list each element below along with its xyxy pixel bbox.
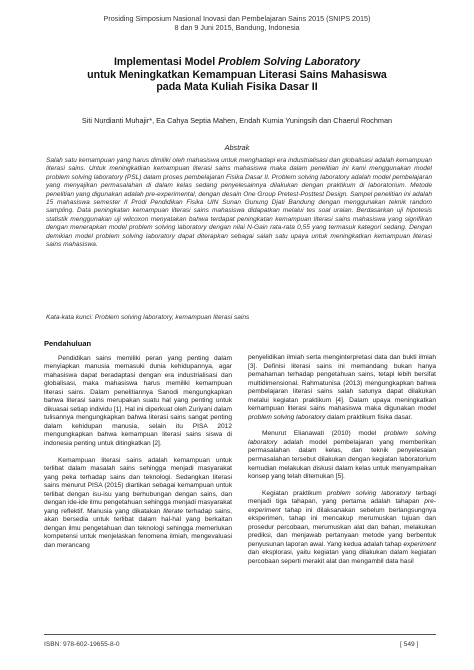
left-column (44, 340, 232, 559)
title-line3: pada Mata Kuliah Fisika Dasar II (156, 81, 318, 93)
conference-date-location: 8 dan 9 Juni 2015, Bandung, Indonesia (174, 23, 300, 32)
italic-term: problem solving laboratory (326, 489, 411, 497)
text-run: Menurut Elianawati (2010) model (262, 430, 384, 438)
abstract-body: Salah satu kemampuan yang harus dimiliki oleh mahasiswa untuk menghadapi era industrialisasi dan globalisasi adalah kemampuan literasi sains. Untuk meningkatkan kemampuan literasi sains mahasiswa maka dalam penelitian ini kami menggunakan model problem solving laboratory (PSL) dalam proses pembelajaran Fisika Dasar II. Problem solving laboratory adalah model pembelajaran yang menyajikan permasalahan di dalam kelas sedang penyelesainnya dilakukan dengan praktikum di laboratorium. Metode penelitian yang digunakan adalah pre-experimental, dengan desain One Group Pretest-Posttest Design. Sampel penelitian ini adalah 15 mahasiswa semester II Prodi Pendidikan Fisika UIN Sunan Gunung Djati Bandung dengan menggunakan teknik random sampling. Data peningkatan kemampuan literasi sains mahasiswa didapatkan melalui tes soal uraian. Berdasarkan uji hipotesis statistik menggunakan uji wilcoxon menyatakan bahwa terdapat peningkatan kemampuan literasi sains mahasiswa yang signifikan dengan menerapkan model problem solving laboratory dengan nilai N-Gain rata-rata 0,55 yang termasuk kategori sedang. Dengan demikian model problem solving laboratory dapat diterapkan sebagai salah satu upaya untuk meningkatkan kemampuan literasi sains mahasiswa. (46, 157, 432, 249)
text-run: dalam praktikum fisika dasar. (325, 413, 413, 421)
author-list: Siti Nurdianti Muhajir*, Ea Cahya Septia Mahen, Endah Kurnia Yuningsih dan Chaerul Rochman (81, 116, 393, 125)
paragraph (248, 430, 436, 481)
italic-term: problem solving laboratory (248, 430, 436, 446)
title-line2: untuk Meningkatkan Kemampuan Literasi Sains Mahasiswa (87, 68, 387, 81)
conference-name: Prosiding Simposium Nasional Inovasi dan Pembelajaran Sains 2015 (SNIPS 2015) (103, 14, 371, 23)
text-run: adalah model pembelajaran yang memberikan permasalahan dalam kelas, dan teknik penyelesaian permasalahan tersebut dilakukan dengan kegiatan laboratorium kemudian melakukan diskusi dalam kelas untuk menyampaikan konsep yang telah ditemukan [5]. (248, 438, 436, 481)
keywords: Kata-kata kunci: Problem solving laboratory, kemampuan literasi sains (46, 314, 250, 321)
paragraph (44, 457, 232, 551)
text-run: dan eksplorasi, yaitu kegiatan yang dilakukan dalam kegiatan percobaan seperti merakit alat dan mengambil data hasil (248, 549, 436, 566)
text-run: Kemampuan literasi sains adalah kemampuan untuk terlibat dalam masalah sains sehingga menjadi masyarakat yang peka terhadap sains dan teknologi. Sedangkan literasi sains menurut PISA (2015) diartikan sebagai kemampuan untuk terlibat dengan isu-isu yang berhubungan dengan sains, dan dengan ide-ide ilmu pengetahuan sehingga menjadi masyarakat yang reflektif. Manusia yang dikatakan (44, 456, 232, 515)
footer-isbn: ISBN: 978-602-19655-8-0 (44, 641, 120, 648)
title-part1: Implementasi Model (113, 56, 219, 68)
italic-term: literate (163, 507, 183, 515)
text-run: tahap ini dilaksanakan sebelum berlangsungnya eksperimen, tahap ini mencakup merumuskan tujuan dan prosedur percobaan, merumuskan alat dan bahan, melakukan prediksi, dan menjawab pertanyaan metode yang berbentuk penyusunan laporan awal. Yang kedua adalah tahap (248, 506, 436, 548)
paragraph (248, 354, 436, 422)
italic-term: pre-experiment (248, 498, 436, 514)
running-header (0, 14, 474, 32)
italic-term: problem solving laboratory (248, 413, 326, 421)
section-heading-pendahuluan: Pendahuluan (44, 339, 92, 348)
title-italic-term: Problem Solving Laboratory (218, 56, 361, 68)
right-column (248, 354, 436, 575)
text-run: terhadap sains, akan bersedia untuk terlibat dalam hal-hal yang berkaitan dengan ilmu pengetahuan dan teknologi sehingga memerlukan kompetensi untuk menjelaskan fenomena ilmiah, mengevaluasi dan merancang (44, 507, 232, 550)
paper-title (30, 56, 444, 94)
italic-term: experiment (403, 540, 436, 548)
text-run: penyelidikan ilmiah serta menginterpretasi data dan bukti ilmiah [3]. Definisi literasi sains ini memandang bukan hanya pemahaman terhadap pengetahuan sains, tetapi lebih bersifat multidimensional. Rahmatunisa (2013) mengungkapkan bahwa pembelajaran literasi sains salah satunya dapat dilakukan melalui kegiatan praktikum [4]. Dalam upaya meningkatkan kemampuan literasi sains mahasiswa maka digunakan model (248, 354, 436, 413)
abstract-heading: Abstrak (224, 143, 250, 152)
paragraph (248, 490, 436, 567)
paragraph: Pendidikan sains memiliki peran yang penting dalam menyiapkan manusia memasuki dunia kehidupannya, agar mahasiswa dapat beradaptasi dengan era industrialisasi dan globalisasi, maka mahasiswa harus memiliki kemampuan literasi sains. Dalam penelitiannya Sanodi mengungkapkan bahwa literasi sains merupakan suatu hal yang penting untuk dikuasai setiap individu [1]. Hal ini diperkuat oleh Zuriyani dalam tulisannya mengungkapkan bahwa literasi sains sangat penting dalam kehidupan manusia, selain itu PISA 2012 mengungkapkan bahwa kemampuan literasi sains siswa di indonesia penting untuk ditingkatkan [2]. (44, 354, 232, 448)
page-number: [ 549 ] (400, 641, 419, 648)
footer-divider (44, 634, 436, 635)
text-run: terbagi menjadi tiga tahapan, yang pertama adalah tahapan (248, 489, 436, 506)
text-run: Kegiatan praktikum (262, 489, 327, 497)
